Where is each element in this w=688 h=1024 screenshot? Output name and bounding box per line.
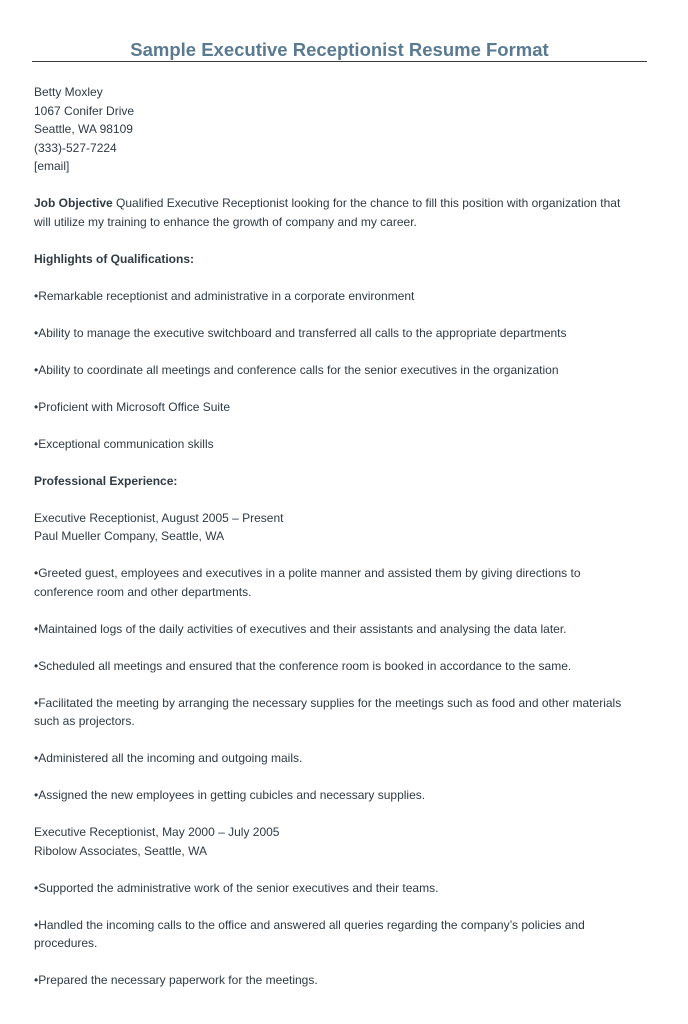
objective-text: Qualified Executive Receptionist looking for the chance to fill this position with organization that will utilize my training to enhance the growth of company and my career. — [34, 196, 621, 229]
job-title: Executive Receptionist, May 2000 – July 2005 — [34, 825, 280, 839]
job-duty: • Maintained logs of the daily activities of executives and their assistants and analysing the data later. — [34, 620, 639, 639]
job-objective — [34, 194, 639, 231]
contact-block — [34, 83, 639, 176]
job-header — [34, 823, 639, 860]
highlight-item: • Exceptional communication skills — [34, 435, 639, 454]
highlight-item: • Proficient with Microsoft Office Suite — [34, 398, 639, 417]
job-title: Executive Receptionist, August 2005 – Present — [34, 510, 284, 525]
job-header — [34, 509, 639, 546]
contact-street: 1067 Conifer Drive — [34, 103, 135, 118]
contact-city: Seattle, WA 98109 — [34, 122, 133, 136]
title-underline — [32, 61, 647, 62]
contact-phone: (333)-527-7224 — [34, 140, 117, 155]
job-duty: • Prepared the necessary paperwork for the meetings. — [34, 971, 639, 990]
job-duty: • Scheduled all meetings and ensured that the conference room is booked in accordance to the same. — [34, 657, 639, 676]
highlight-item: • Ability to manage the executive switchboard and transferred all calls to the appropriate departments — [34, 324, 639, 343]
job-duty: • Greeted guest, employees and executives in a polite manner and assisted them by giving directions to conference room and other departments. — [34, 564, 639, 601]
job-duty: • Assigned the new employees in getting cubicles and necessary supplies. — [34, 786, 639, 805]
highlights-heading: Highlights of Qualifications: — [34, 251, 194, 266]
job-duty: • Handled the incoming calls to the office and answered all queries regarding the company’s policies and procedures. — [34, 916, 639, 953]
contact-email: [email] — [34, 159, 70, 173]
resume-body — [34, 83, 639, 1008]
highlight-item: • Remarkable receptionist and administrative in a corporate environment — [34, 287, 639, 306]
highlight-item: • Ability to coordinate all meetings and conference calls for the senior executives in the organization — [34, 361, 639, 380]
contact-name: Betty Moxley — [34, 85, 103, 99]
objective-label: Job Objective — [34, 196, 113, 210]
job-company: Ribolow Associates, Seattle, WA — [34, 843, 207, 858]
experience-heading: Professional Experience: — [34, 473, 178, 488]
job-company: Paul Mueller Company, Seattle, WA — [34, 529, 225, 543]
job-duty: • Facilitated the meeting by arranging the necessary supplies for the meetings such as food and other materials such as projectors. — [34, 694, 639, 731]
job-duty: • Supported the administrative work of the senior executives and their teams. — [34, 879, 639, 898]
page-title: Sample Executive Receptionist Resume Format — [130, 39, 549, 60]
job-duty: • Administered all the incoming and outgoing mails. — [34, 749, 639, 768]
